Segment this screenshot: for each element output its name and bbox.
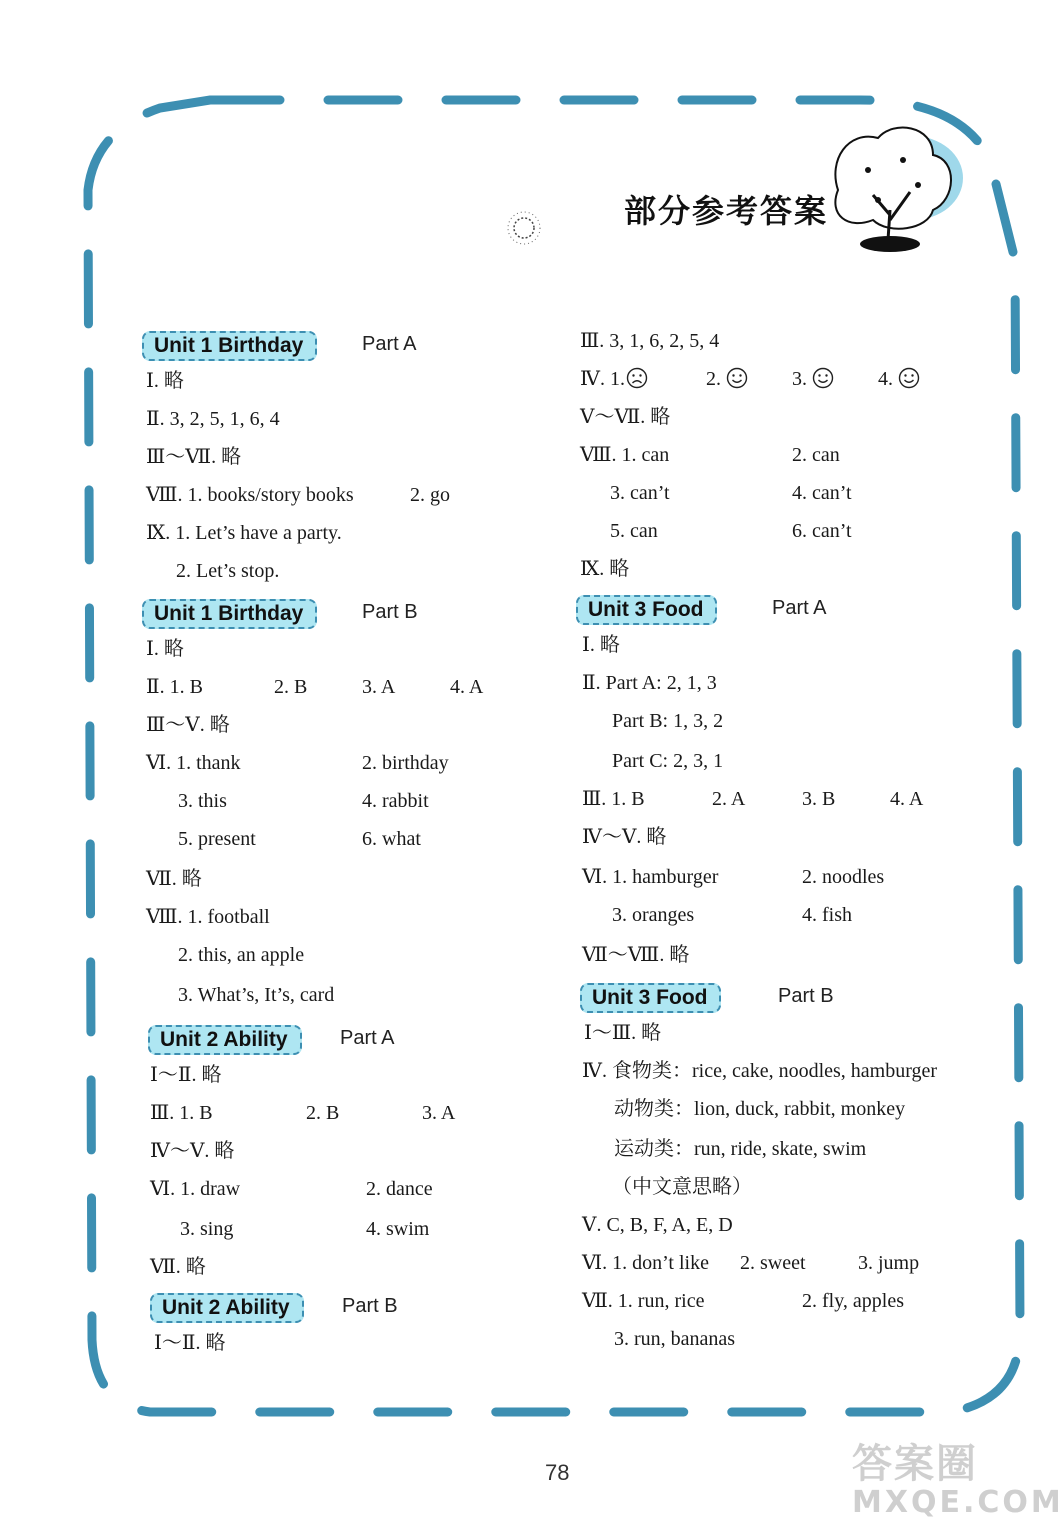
unit-badge: Unit 1 Birthday bbox=[142, 599, 317, 629]
part-label: Part B bbox=[362, 601, 418, 623]
part-label: Part A bbox=[340, 1027, 395, 1049]
part-label: Part A bbox=[772, 597, 827, 619]
unit-badge: Unit 2 Ability bbox=[150, 1293, 304, 1323]
page-number: 78 bbox=[545, 1460, 570, 1485]
unit-badge: Unit 3 Food bbox=[576, 595, 717, 625]
unit-badge: Unit 2 Ability bbox=[148, 1025, 302, 1055]
sad-face-icon bbox=[626, 367, 648, 392]
smile-face-icon bbox=[812, 367, 834, 392]
unit-badge: Unit 3 Food bbox=[580, 983, 721, 1013]
smile-face-icon bbox=[726, 367, 748, 392]
part-label: Part B bbox=[342, 1295, 398, 1317]
unit-badge: Unit 1 Birthday bbox=[142, 331, 317, 361]
smile-face-icon bbox=[898, 367, 920, 392]
tree-illustration bbox=[818, 120, 968, 260]
part-label: Part A bbox=[362, 333, 417, 355]
sun-doodle-icon bbox=[504, 208, 544, 248]
page-title: 部分参考答案 bbox=[624, 192, 829, 230]
watermark-logo: 答案圈 MXQE.COM bbox=[852, 1441, 1064, 1520]
part-label: Part B bbox=[778, 985, 834, 1007]
